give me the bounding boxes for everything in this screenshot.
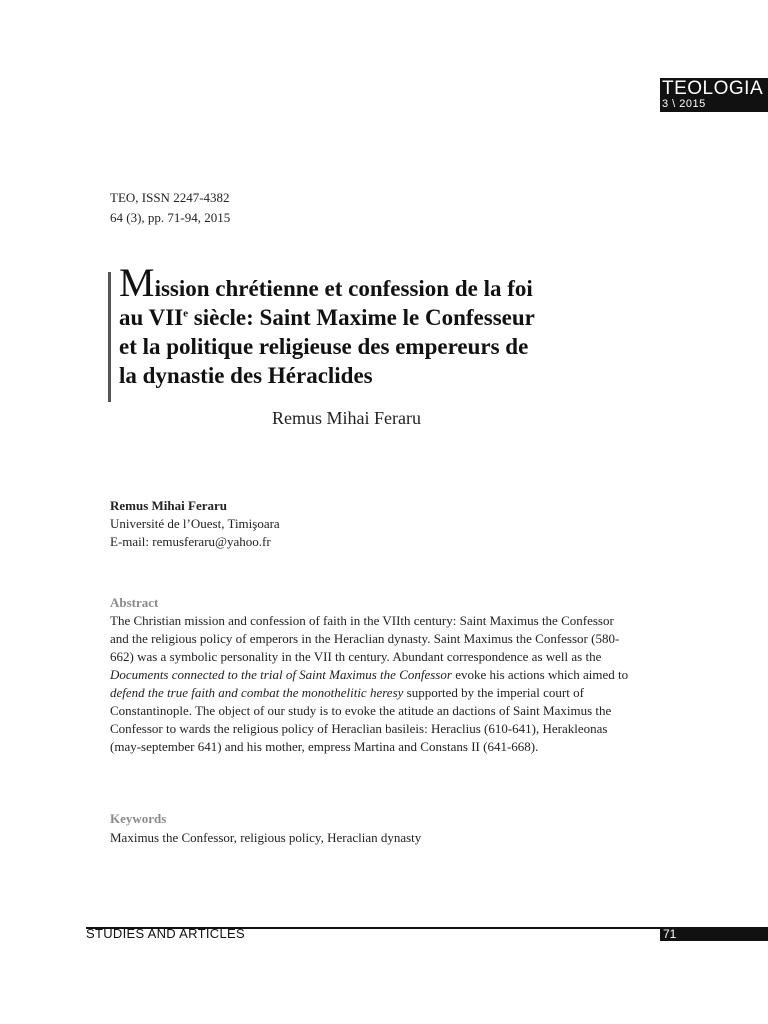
title-line-2b: siècle: Saint Maxime le Confesseur bbox=[188, 305, 535, 330]
author-affiliation bbox=[110, 497, 280, 551]
author-name: Remus Mihai Feraru bbox=[110, 498, 227, 513]
article-title bbox=[108, 260, 628, 390]
journal-badge bbox=[660, 78, 768, 112]
page-number-box bbox=[660, 927, 768, 941]
abstract-text-1: The Christian mission and confession of faith in the VIIth century: Saint Maximus the Confessor and the religious policy of emperors in the Heraclian dynasty. Saint Maximus the Confessor (580-662) was a symbolic personality in the VII th century. Abundant correspondence as well as the bbox=[110, 613, 620, 664]
abstract-text-3: supported by the imperial court of Constantinople. The object of our study is to evoke the atitude an dactions of Saint Maximus the Confessor to wards the religious policy of Heraclian basileis: Heraclius (610-641), Herakleonas (may-september 641) and his mother, empress Martina and Constans II (641-668). bbox=[110, 685, 612, 754]
title-superscript: e bbox=[183, 307, 189, 320]
title-line-4: la dynastie des Héraclides bbox=[119, 363, 373, 388]
publication-meta bbox=[110, 188, 230, 228]
journal-issue: 3 \ 2015 bbox=[662, 98, 706, 110]
issn-line: TEO, ISSN 2247-4382 bbox=[110, 190, 230, 205]
keywords-text: Maximus the Confessor, religious policy, Heraclian dynasty bbox=[110, 830, 422, 845]
article-title-block bbox=[108, 260, 628, 390]
title-line-2a: au VII bbox=[119, 305, 184, 330]
title-line-3: et la politique religieuse des empereurs de bbox=[119, 334, 529, 359]
abstract-italic-1: Documents connected to the trial of Saint Maximus the Confessor bbox=[110, 667, 452, 682]
citation-line: 64 (3), pp. 71-94, 2015 bbox=[110, 210, 231, 225]
title-line-1: ission chrétienne et confession de la foi bbox=[154, 276, 533, 301]
footer-section: STUDIES AND ARTICLES bbox=[86, 926, 245, 941]
author-institution: Université de l’Ouest, Timişoara bbox=[110, 516, 280, 531]
author-email: E-mail: remusferaru@yahoo.fr bbox=[110, 534, 271, 549]
abstract-body bbox=[110, 612, 630, 756]
author-byline: Remus Mihai Feraru bbox=[272, 408, 421, 428]
abstract-heading: Abstract bbox=[110, 595, 159, 610]
title-dropcap: M bbox=[119, 260, 155, 305]
title-side-rule bbox=[108, 272, 111, 402]
abstract-italic-2: defend the true faith and combat the monothelitic heresy bbox=[110, 685, 404, 700]
journal-name: TEOLOGIA bbox=[662, 78, 764, 99]
page-number: 71 bbox=[663, 927, 677, 941]
keywords-heading: Keywords bbox=[110, 811, 167, 826]
abstract-text-2: evoke his actions which aimed to bbox=[451, 667, 629, 682]
